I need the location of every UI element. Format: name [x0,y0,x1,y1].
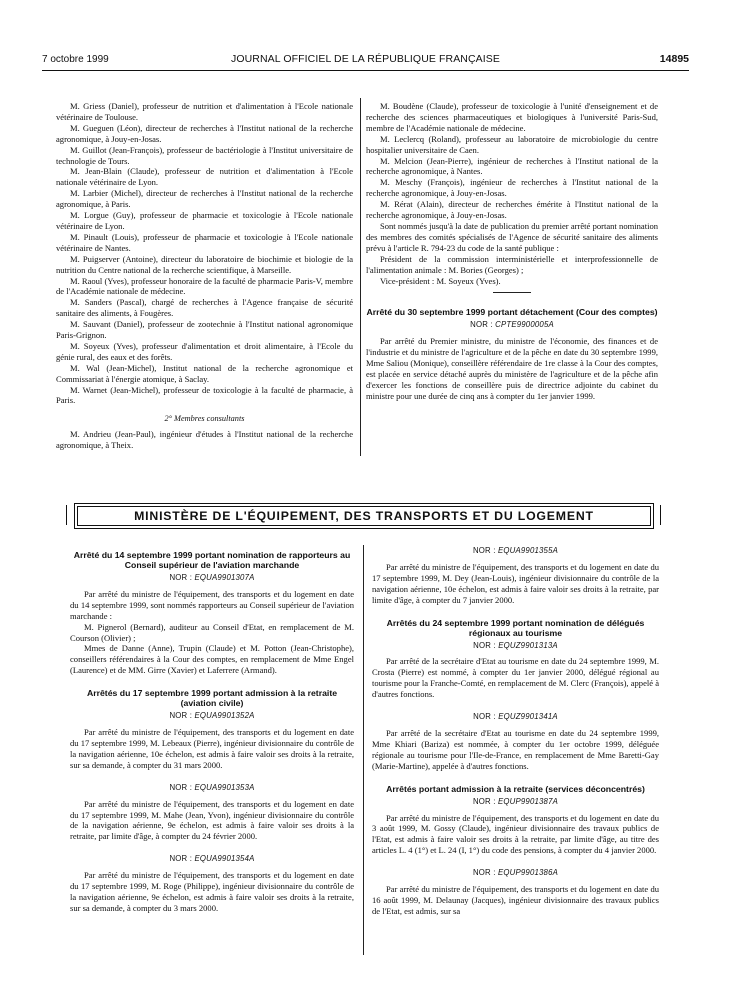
paragraph: Par arrêté du ministre de l'équipement, des transports et du logement en date du 17 septembre 1999, M. Lebeaux (Pierre), ingénieur divisionnaire du contrôle de la navigation aérienne, 10e échelon, est admis à faire valoir ses droits à la retraite, sur sa demande, à compter du 31 mars 2000. [70,727,354,770]
paragraph: M. Wal (Jean-Michel), Institut national de la recherche agronomique et Commissariat à l'énergie atomique, à Saclay. [56,362,353,384]
paragraph: M. Pinault (Louis), professeur de pharmacie et toxicologie à l'Ecole nationale vétérinaire de Nantes. [56,231,353,253]
paragraph: Par arrêté du ministre de l'équipement, des transports et du logement en date du 16 août 1999, M. Delaunay (Jacques), ingénieur divisionnaire des travaux publics de l'Etat, est admis, sur sa [372,884,659,916]
members-heading: 2° Membres consultants [164,414,245,424]
nor-label: NOR : [470,320,496,330]
paragraph: M. Gueguen (Léon), directeur de recherches à l'Institut national de la recherche agronomique, à Jouy-en-Josas. [56,122,353,144]
paragraph: M. Sanders (Pascal), chargé de recherches à l'Agence française de sécurité sanitaire des aliments, à Fougères. [56,297,353,319]
nor-reference [372,641,659,652]
paragraph: Vice-président : M. Soyeux (Yves). [380,275,501,286]
header-rule [42,70,689,71]
paragraph: M. Griess (Daniel), professeur de nutrition et d'alimentation à l'Ecole nationale vétérinaire de Toulouse. [56,101,353,122]
arrete-title: Arrêté du 30 septembre 1999 portant détachement (Cour des comptes) [366,307,658,318]
paragraph: M. Meschy (François), ingénieur de recherches à l'Institut national de la recherche agronomique, à Jouy-en-Josas. [366,177,658,199]
paragraph: Par arrêté du Premier ministre, du ministre de l'économie, des finances et de l'industrie et du ministre de l'agriculture et de la pêche en date du 30 septembre 1999, Mme Saliou (Monique), conseillère référendaire de 1re classe à la Cour des comptes, est placée en service détaché auprès du ministère de l'agriculture et de la pêche afin d'exercer les fonctions de conseillère puis de directrice adjointe du cabinet du ministre pour une durée de cinq ans à compter du 1er janvier 1999. [366,336,658,401]
banner-rule-right [660,505,661,525]
paragraph: Par arrêté du ministre de l'équipement, des transports et du logement en date du 17 septembre 1999, M. Roge (Philippe), ingénieur divisionnaire du contrôle de la navigation aérienne, 9e échelon, est admis à faire valoir ses droits à la retraite, sur sa demande, à compter du 3 mars 2000. [70,870,354,913]
arrete-title: Arrêtés du 24 septembre 1999 portant nomination de délégués régionaux au tourisme [386,617,645,638]
paragraph: M. Melcion (Jean-Pierre), ingénieur de recherches à l'Institut national de la recherche agronomique, à Nantes. [366,155,658,177]
nor-label: NOR : [472,546,498,555]
bottom-left-column [70,546,354,914]
paragraph: Président de la commission interministérielle et interprofessionnelle de l'alimentation animale : M. Bories (Georges) ; [366,253,658,275]
arrete-title: Arrêté du 14 septembre 1999 portant nomination de rapporteurs au Conseil supérieur de l'aviation marchande [73,550,351,570]
nor-code: EQUZ9901313A [498,640,558,650]
nor-label: NOR : [169,854,195,864]
paragraph: M. Pignerol (Bernard), auditeur au Conseil d'Etat, en remplacement de M. Courson (Olivier) ; [70,621,354,643]
arrete-title: Arrêtés du 17 septembre 1999 portant admission à la retraite (aviation civile) [86,688,338,709]
paragraph: M. Sauvant (Daniel), professeur de zootechnie à l'Institut national agronomique Paris-Grignon. [56,319,353,341]
nor-code: CPTE9900005A [495,320,554,330]
nor-label: NOR : [473,640,499,650]
paragraph: Par arrêté de la secrétaire d'Etat au tourisme en date du 24 septembre 1999, M. Crosta (Pierre) est nommé, à compter du 1er janvier 2000, délégué régional au tourisme pour la Franche-Comté, en remplacement de M. Clerc (François), appelé à d'autres fonctions. [372,656,659,700]
nor-code: EQUP9901386A [497,868,559,878]
paragraph: M. Guillot (Jean-François), professeur de bactériologie à l'Institut universitaire de technologie de Tours. [56,144,353,166]
paragraph: M. Rérat (Alain), directeur de recherches émérite à l'Institut national de la recherche agronomique, à Jouy-en-Josas. [366,199,658,221]
page-number: 14895 [659,53,689,65]
ministry-banner [74,503,654,529]
nor-reference [70,783,354,794]
nor-reference [366,320,658,331]
paragraph: M. Warnet (Jean-Michel), professeur de toxicologie à la faculté de pharmacie, à Paris. [56,384,353,406]
nor-code: EQUZ9901341A [498,712,558,722]
paragraph: M. Larbier (Michel), directeur de recherches à l'Institut national de la recherche agronomique, à Paris. [56,188,353,210]
header-date: 7 octobre 1999 [42,54,109,65]
paragraph: Par arrêté de la secrétaire d'Etat au tourisme en date du 24 septembre 1999, Mme Khiari (Bariza) est nommée, à compter du 1er octobre 1999, déléguée régionale au tourisme pour l'Ile-de-France, en remplacement de Mme Baretti-Gay (Marie-Martine), appelée à d'autres fonctions. [372,727,659,771]
bottom-right-column [372,546,659,917]
nor-code: EQUA9901307A [194,573,255,582]
paragraph: Mmes de Danne (Anne), Trupin (Claude) et M. Potton (Jean-Christophe), conseillers référendaires à la Cour des comptes, en remplacement de Mme Engel (Laurence) et de MM. Girre (Xavier) et Laferrere (Armand). [70,643,354,676]
nor-reference [372,797,659,808]
paragraph: Sont nommés jusqu'à la date de publication du premier arrêté portant nomination des membres des comités spécialisés de l'Agence de sécurité sanitaire des aliments prévu à l'article R. 794-23 du code de la santé publique : [366,220,658,253]
nor-code: EQUA9901355A [497,546,559,555]
nor-label: NOR : [169,711,195,721]
nor-reference [70,711,354,722]
paragraph: Par arrêté du ministre de l'équipement, des transports et du logement en date du 17 septembre 1999, M. Dey (Jean-Louis), ingénieur divisionnaire du contrôle de la navigation aérienne, 10e échelon, est admis à faire valoir ses droits à la retraite, par limite d'âge, à compter du 7 janvier 2000. [372,561,659,605]
top-right-column [366,101,658,402]
nor-reference [70,573,354,584]
paragraph: Par arrêté du ministre de l'équipement, des transports et du logement en date du 17 septembre 1999, M. Mahe (Jean, Yvon), ingénieur divisionnaire du contrôle de la navigation aérienne, 9e échelon, est admis à faire valoir ses droits à la retraite, par limite d'âge, à compter du 24 février 2000. [70,798,354,842]
paragraph: M. Puigserver (Antoine), directeur du laboratoire de biochimie et biologie de la nutrition du Centre national de la recherche scientifique, à Marseille. [56,253,353,275]
nor-reference [372,868,659,879]
nor-reference [70,854,354,865]
paragraph: Par arrêté du ministre de l'équipement, des transports et du logement en date du 14 septembre 1999, sont nommés rapporteurs au Conseil supérieur de l'aviation marchande : [70,588,354,621]
nor-label: NOR : [169,782,195,792]
paragraph: M. Jean-Blain (Claude), professeur de nutrition et d'alimentation à l'Ecole nationale vétérinaire de Lyon. [56,166,353,188]
nor-code: EQUA9901352A [194,711,255,721]
nor-label: NOR : [473,712,499,722]
nor-code: EQUA9901354A [194,854,255,864]
nor-code: EQUA9901353A [194,782,255,792]
column-divider [363,545,364,955]
paragraph: Par arrêté du ministre de l'équipement, des transports et du logement en date du 3 août 1999, M. Gossy (Claude), ingénieur divisionnaire des travaux publics de l'Etat, est admis à faire valoir ses droits à la retraite, par limite d'âge, au titre des articles L. 4 (1°) et L. 24 (I, 1°) du code des pensions, à compter du 4 janvier 2000. [372,812,659,856]
banner-rule-left [66,505,67,525]
nor-label: NOR : [472,868,498,878]
paragraph: M. Raoul (Yves), professeur honoraire de la faculté de pharmacie Paris-V, membre de l'Académie nationale de médecine. [56,275,353,297]
paragraph: M. Soyeux (Yves), professeur d'alimentation et droit alimentaire, à l'Ecole du génie rural, des eaux et des forêts. [56,340,353,362]
nor-label: NOR : [472,796,498,806]
paragraph: M. Lorgue (Guy), professeur de pharmacie et toxicologie à l'Ecole nationale vétérinaire de Lyon. [56,210,353,231]
journal-title: JOURNAL OFFICIEL DE LA RÉPUBLIQUE FRANÇAISE [231,53,500,65]
nor-code: EQUP9901387A [497,796,559,806]
top-left-column [56,101,353,451]
paragraph: M. Boudène (Claude), professeur de toxicologie à l'unité d'enseignement et de recherche des sciences pharmaceutiques et biologiques à l'université Paris-Sud, membre de l'Académie nationale de médecine. [366,101,658,133]
column-divider [360,98,361,456]
nor-reference [372,712,659,723]
paragraph: M. Leclercq (Roland), professeur au laboratoire de microbiologie du centre hospitalier universitaire de Caen. [366,133,658,155]
ministry-title: MINISTÈRE DE L'ÉQUIPEMENT, DES TRANSPORTS ET DU LOGEMENT [134,509,594,523]
nor-label: NOR : [169,573,195,582]
nor-reference [372,546,659,557]
section-rule [493,292,531,293]
paragraph: M. Andrieu (Jean-Paul), ingénieur d'études à l'Institut national de la recherche agronomique, à Theix. [56,429,353,451]
arrete-title: Arrêtés portant admission à la retraite (services déconcentrés) [386,783,645,794]
